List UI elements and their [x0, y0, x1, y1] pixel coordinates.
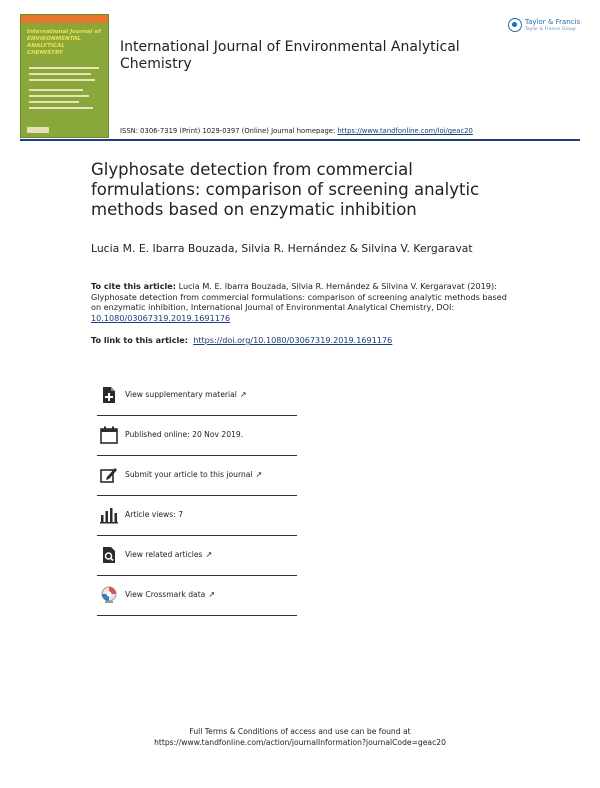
- search-document-icon: [100, 546, 118, 564]
- article-authors: Lucia M. E. Ibarra Bouzada, Silvia R. Hernández & Silvina V. Kergaravat: [91, 242, 473, 255]
- article-views-info: [97, 496, 297, 536]
- footer-url[interactable]: https://www.tandfonline.com/action/journalInformation?journalCode=geac20: [154, 738, 446, 747]
- publisher-name: Taylor & Francis: [525, 18, 581, 26]
- cover-band: [21, 15, 108, 23]
- published-online-info: [97, 416, 297, 456]
- footer: [100, 726, 500, 748]
- calendar-icon: [100, 426, 118, 444]
- external-link-icon: ↗: [205, 550, 213, 559]
- publisher-icon: [508, 18, 522, 32]
- article-title: Glyphosate detection from commercial formulations: comparison of screening analytic methods based on enzymatic inhibition: [91, 160, 480, 219]
- related-articles-link[interactable]: [97, 536, 297, 576]
- journal-title: International Journal of Environmental Analytical Chemistry: [120, 39, 460, 72]
- link-to-label: To link to this article:: [91, 335, 189, 345]
- citation-text: Lucia M. E. Ibarra Bouzada, Silvia R. Hernández & Silvina V. Kergaravat (2019): Glyphosate detection from commercial formulations: comparison of screening analytic methods based on enzymatic inhibition, International Journal of Environmental Analytical Chemistry, DOI:: [91, 281, 507, 312]
- publisher-tagline: Taylor & Francis Group: [525, 27, 576, 32]
- article-doi-link[interactable]: https://doi.org/10.1080/03067319.2019.1691176: [193, 335, 393, 345]
- header-rule: [20, 139, 580, 141]
- article-links: [97, 376, 297, 616]
- link-label: Article views: 7: [125, 510, 184, 519]
- journal-homepage-link[interactable]: https://www.tandfonline.com/loi/geac20: [337, 127, 473, 135]
- cover-text-line: [29, 95, 89, 97]
- cover-title: International Journal of ENVIRONMENTAL ANALYTICAL CHEMISTRY: [27, 29, 101, 56]
- citation: [91, 281, 511, 323]
- journal-cover: [20, 14, 109, 138]
- footer-terms: Full Terms & Conditions of access and use can be found at: [189, 727, 411, 736]
- supplementary-material-link[interactable]: [97, 376, 297, 416]
- bar-chart-icon: [100, 506, 118, 524]
- link-label: Submit your article to this journal: [125, 470, 253, 479]
- cover-text-line: [29, 73, 91, 75]
- link-to-article: [91, 335, 551, 345]
- link-label: Published online: 20 Nov 2019.: [125, 430, 244, 439]
- cover-publisher-logo: [27, 127, 49, 133]
- issn-line: [120, 127, 590, 135]
- link-label: View related articles: [125, 550, 203, 559]
- publisher-logo[interactable]: [508, 16, 582, 36]
- crossmark-icon: [100, 586, 118, 604]
- cover-text-line: [29, 67, 99, 69]
- external-link-icon: ↗: [239, 390, 247, 399]
- cover-text-line: [29, 89, 83, 91]
- external-link-icon: ↗: [255, 470, 263, 479]
- cover-text-line: [29, 79, 95, 81]
- external-link-icon: ↗: [208, 590, 216, 599]
- link-label: View Crossmark data: [125, 590, 206, 599]
- link-label: View supplementary material: [125, 390, 237, 399]
- cover-text-line: [29, 101, 79, 103]
- citation-label: To cite this article:: [91, 281, 177, 291]
- submit-article-link[interactable]: [97, 456, 297, 496]
- crossmark-link[interactable]: [97, 576, 297, 616]
- issn-text: ISSN: 0306-7319 (Print) 1029-0397 (Online) Journal homepage:: [120, 127, 338, 135]
- citation-doi-link[interactable]: 10.1080/03067319.2019.1691176: [91, 312, 231, 323]
- cover-text-line: [29, 107, 93, 109]
- edit-icon: [100, 466, 118, 484]
- plus-document-icon: [100, 386, 118, 404]
